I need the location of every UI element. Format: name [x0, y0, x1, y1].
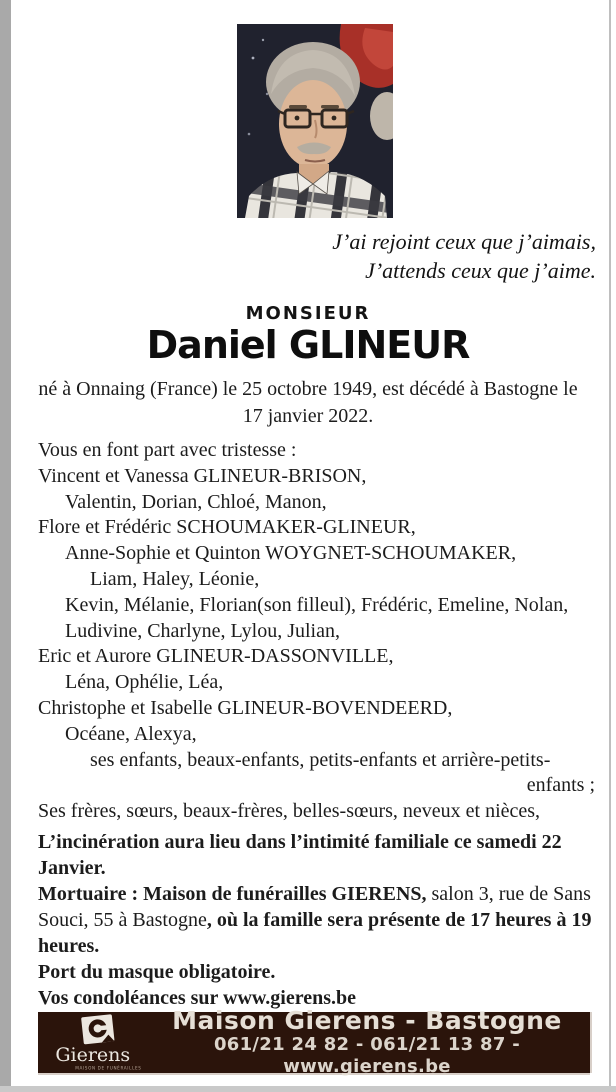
honorific-title: MONSIEUR	[245, 303, 371, 324]
announcement-segment: Mortuaire : Maison de funérailles GIERENS,	[38, 883, 427, 905]
gierens-logo-subtitle: MAISON DE FUNÉRAILLES	[75, 1064, 142, 1070]
announcement-paragraph	[38, 881, 595, 959]
family-line: Eric et Aurore GLINEUR-DASSONVILLE,	[38, 645, 394, 668]
epitaph-quote-line2: J’attends ceux que j’aime.	[365, 258, 596, 283]
announcement-segment: L’incinération aura lieu dans l’intimité familiale ce samedi 22 Janvier.	[38, 831, 562, 879]
portrait-photo-illustration	[237, 24, 393, 218]
family-line: Vincent et Vanessa GLINEUR-BRISON,	[38, 464, 367, 487]
family-line: Liam, Haley, Léonie,	[90, 567, 260, 590]
announcement-segment: Vos condoléances sur www.gierens.be	[38, 987, 356, 1009]
funeral-home-logo	[38, 1014, 156, 1072]
epitaph-quote	[332, 227, 596, 285]
announcement-segment: , où la famille sera présente de 17 heures à 19 heures.	[38, 909, 592, 957]
announcement-paragraph	[38, 829, 595, 881]
announcement-paragraph	[38, 959, 595, 985]
deceased-name: Daniel GLINEUR	[146, 323, 470, 367]
footer-banner-text	[156, 1007, 590, 1078]
family-line: Kevin, Mélanie, Florian(son filleul), Frédéric, Emeline, Nolan,	[65, 593, 569, 616]
family-line: Flore et Frédéric SCHOUMAKER-GLINEUR,	[38, 516, 416, 539]
family-line: Anne-Sophie et Quinton WOYGNET-SCHOUMAKER,	[65, 542, 517, 565]
funeral-home-contact: 061/21 24 82 - 061/21 13 87 - www.gierens.be	[213, 1034, 521, 1077]
family-line: Vous en font part avec tristesse :	[38, 439, 297, 461]
family-line: Ludivine, Charlyne, Lylou, Julian,	[65, 619, 340, 642]
family-line: Valentin, Dorian, Chloé, Manon,	[65, 490, 327, 513]
page-bottom-margin	[0, 1086, 616, 1092]
funeral-home-name: Maison Gierens - Bastogne	[172, 1006, 562, 1035]
family-line: Léna, Ophélie, Léa,	[65, 671, 224, 694]
family-list	[38, 438, 595, 825]
family-line: Christophe et Isabelle GLINEUR-BOVENDEERD,	[38, 696, 453, 719]
announcement	[38, 829, 595, 1011]
announcement-segment: salon 3, rue de Sans Souci, 55 à Bastogne	[38, 883, 591, 931]
gierens-logo-wordmark: Gierens	[55, 1043, 131, 1066]
family-line: Océane, Alexya,	[65, 722, 197, 745]
life-details: né à Onnaing (France) le 25 octobre 1949, est décédé à Bastogne le 17 janvier 2022.	[38, 378, 578, 427]
announcement-segment: Port du masque obligatoire.	[38, 961, 276, 983]
family-line: Ses frères, sœurs, beaux-frères, belles-sœurs, neveux et nièces,	[38, 800, 541, 823]
page-right-edge-line	[609, 0, 611, 1092]
gierens-logo-icon	[41, 1014, 153, 1072]
footer-banner	[38, 1006, 590, 1077]
family-line: enfants ;	[526, 774, 595, 797]
family-line: ses enfants, beaux-enfants, petits-enfants et arrière-petits-	[90, 748, 551, 771]
epitaph-quote-line1: J’ai rejoint ceux que j’aimais,	[332, 229, 596, 254]
page-left-margin	[0, 0, 11, 1092]
portrait-photo	[237, 24, 393, 218]
